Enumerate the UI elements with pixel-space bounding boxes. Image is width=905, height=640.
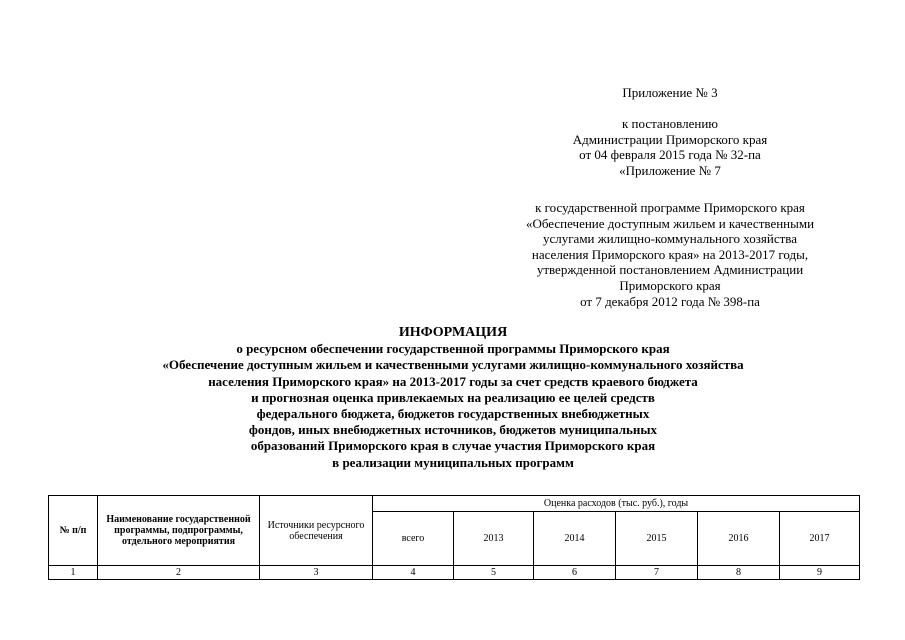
- column-number: 6: [534, 566, 616, 580]
- title-line: фондов, иных внебюджетных источников, бюджетов муниципальных: [248, 422, 658, 438]
- program-line: услугами жилищно-коммунального хозяйства: [542, 231, 798, 247]
- column-number: 9: [780, 566, 860, 580]
- header-year: 2016: [698, 512, 780, 566]
- header-year: 2017: [780, 512, 860, 566]
- title-main: ИНФОРМАЦИЯ: [398, 325, 508, 340]
- title-line: в реализации муниципальных программ: [332, 454, 574, 470]
- decree-line: Администрации Приморского края: [572, 131, 768, 147]
- column-number: 1: [49, 566, 98, 580]
- column-number: 7: [616, 566, 698, 580]
- column-numbering-row: [49, 566, 860, 580]
- appendix-number: Приложение № 3: [622, 85, 718, 100]
- resource-table: [48, 495, 860, 580]
- column-number: 5: [454, 566, 534, 580]
- title-line: образований Приморского края в случае участия Приморского края: [250, 438, 656, 454]
- decree-line: от 04 февраля 2015 года № 32-па: [579, 147, 761, 163]
- header-year: 2015: [616, 512, 698, 566]
- column-number: 8: [698, 566, 780, 580]
- program-line: Приморского края: [619, 277, 721, 293]
- decree-line: к постановлению: [621, 116, 719, 131]
- appendix-program-block: [500, 200, 840, 309]
- program-line: населения Приморского края» на 2013-2017 годы,: [531, 246, 809, 262]
- column-number: 3: [260, 566, 373, 580]
- header-total: всего: [373, 512, 454, 566]
- column-number: 4: [373, 566, 454, 580]
- title-line: населения Приморского края» на 2013-2017 годы за счет средств краевого бюджета: [208, 373, 698, 389]
- decree-line: «Приложение № 7: [619, 162, 721, 178]
- header-name: Наименование государственной программы, подпрограммы, отдельного мероприятия: [98, 496, 260, 566]
- header-year: 2014: [534, 512, 616, 566]
- title-line: «Обеспечение доступным жильем и качественными услугами жилищно-коммунального хозяйства: [162, 357, 744, 373]
- appendix-decree-block: [500, 116, 840, 178]
- program-line: от 7 декабря 2012 года № 398-па: [580, 293, 760, 309]
- program-line: к государственной программе Приморского края: [535, 200, 805, 215]
- title-line: и прогнозная оценка привлекаемых на реализацию ее целей средств: [251, 389, 655, 405]
- header-estimate: Оценка расходов (тыс. руб.), годы: [373, 496, 860, 512]
- appendix-header: [500, 85, 840, 101]
- header-source: Источники ресурсного обеспечения: [260, 496, 373, 566]
- header-year: 2013: [454, 512, 534, 566]
- program-line: утвержденной постановлением Администрации: [536, 262, 804, 278]
- document-title: [88, 325, 818, 471]
- program-line: «Обеспечение доступным жильем и качественными: [525, 215, 815, 231]
- title-line: федерального бюджета, бюджетов государственных внебюджетных: [256, 406, 650, 422]
- column-number: 2: [98, 566, 260, 580]
- header-number: № п/п: [49, 496, 98, 566]
- title-line: о ресурсном обеспечении государственной программы Приморского края: [236, 341, 670, 357]
